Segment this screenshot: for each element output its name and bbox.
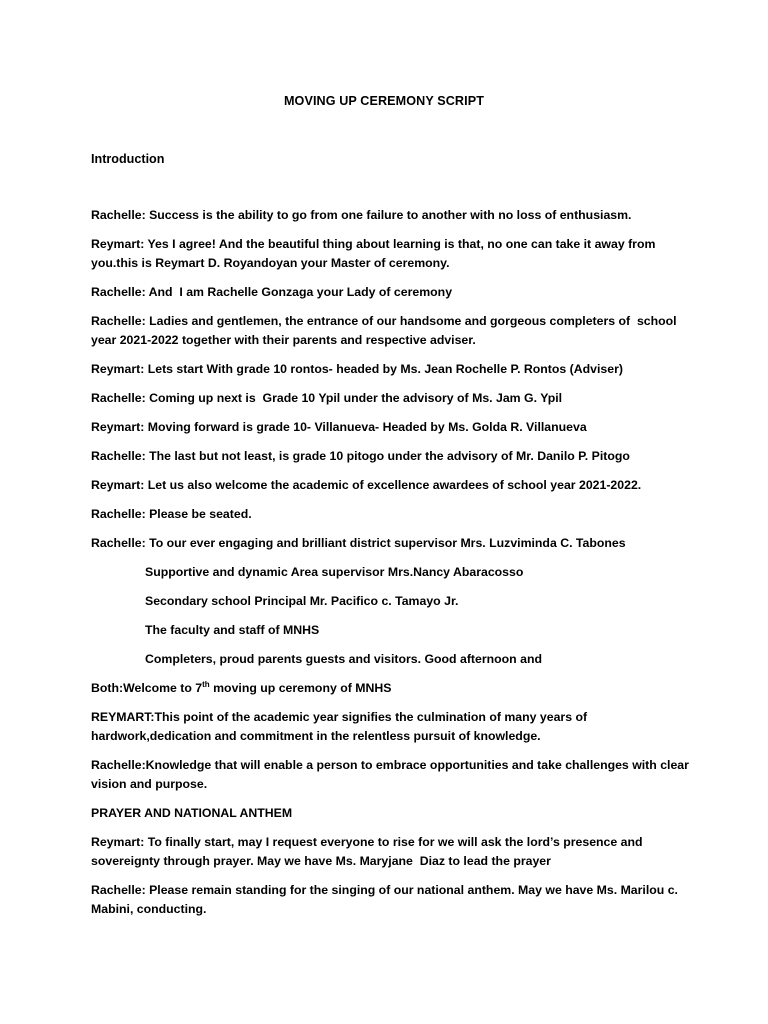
script-line: Reymart: Yes I agree! And the beautiful thing about learning is that, no one can take it away from you.this is Reymart D. Royandoyan your Master of ceremony. xyxy=(91,237,659,270)
script-line: Rachelle: The last but not least, is grade 10 pitogo under the advisory of Mr. Danilo P. Pitogo xyxy=(91,449,630,463)
script-line: Rachelle: Please remain standing for the singing of our national anthem. May we have Ms. Marilou c. Mabini, conducting. xyxy=(91,883,682,916)
script-line: Rachelle: To our ever engaging and brilliant district supervisor Mrs. Luzviminda C. Tabones xyxy=(91,536,626,550)
script-line: Rachelle: Success is the ability to go from one failure to another with no loss of enthusiasm. xyxy=(91,208,632,222)
script-line: Reymart: Let us also welcome the academic of excellence awardees of school year 2021-2022. xyxy=(91,478,642,492)
both-line-suffix: moving up ceremony of MNHS xyxy=(209,681,392,695)
script-line: Rachelle: Coming up next is Grade 10 Ypil under the advisory of Ms. Jam G. Ypil xyxy=(91,391,563,405)
ordinal-superscript: th xyxy=(202,680,210,689)
section-heading-introduction: Introduction xyxy=(91,152,165,166)
script-line: Reymart: Moving forward is grade 10- Villanueva- Headed by Ms. Golda R. Villanueva xyxy=(91,420,587,434)
script-line: REYMART:This point of the academic year signifies the culmination of many years of hardwork,dedication and commitment in the relentless pursuit of knowledge. xyxy=(91,710,591,743)
both-line-prefix: Both:Welcome to 7 xyxy=(91,681,203,695)
script-line-indented: The faculty and staff of MNHS xyxy=(145,623,320,637)
script-line-indented: Supportive and dynamic Area supervisor Mrs.Nancy Abaracosso xyxy=(145,565,524,579)
script-line: Rachelle: And I am Rachelle Gonzaga your Lady of ceremony xyxy=(91,285,453,299)
script-line-both xyxy=(91,679,691,698)
script-line: Rachelle: Ladies and gentlemen, the entrance of our handsome and gorgeous completers of school year 2021-2022 together with their parents and respective adviser. xyxy=(91,314,681,347)
page-title: MOVING UP CEREMONY SCRIPT xyxy=(283,94,485,108)
script-line-indented: Secondary school Principal Mr. Pacifico c. Tamayo Jr. xyxy=(145,594,459,608)
script-body xyxy=(91,206,691,929)
script-line-indented: Completers, proud parents guests and visitors. Good afternoon and xyxy=(145,652,542,666)
section-heading-prayer: PRAYER AND NATIONAL ANTHEM xyxy=(91,806,293,820)
script-line: Reymart: Lets start With grade 10 rontos- headed by Ms. Jean Rochelle P. Rontos (Adviser) xyxy=(91,362,623,376)
script-line: Rachelle:Knowledge that will enable a person to embrace opportunities and take challenges with clear vision and purpose. xyxy=(91,758,693,791)
script-line: Reymart: To finally start, may I request everyone to rise for we will ask the lord’s presence and sovereignty through prayer. May we have Ms. Maryjane Diaz to lead the prayer xyxy=(91,835,646,868)
script-line: Rachelle: Please be seated. xyxy=(91,507,252,521)
